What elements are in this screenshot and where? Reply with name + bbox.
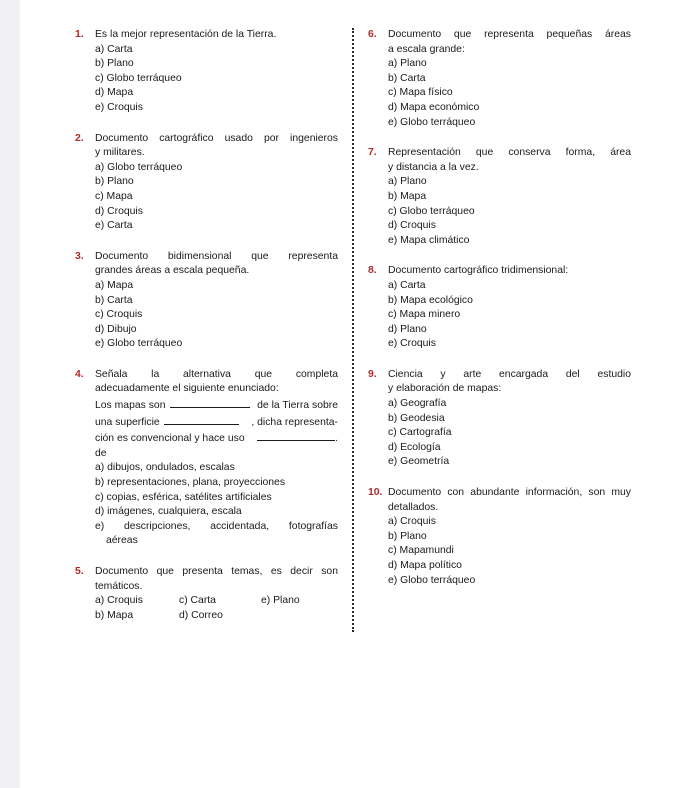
- option-e[interactable]: e) Geometría: [388, 456, 450, 468]
- option-c[interactable]: c) Croquis: [95, 309, 143, 321]
- option-a[interactable]: a) Geografía: [388, 398, 447, 410]
- page-margin-strip: [0, 0, 20, 788]
- question-5: [75, 565, 338, 623]
- option-b[interactable]: b) Plano: [95, 58, 134, 70]
- question-text: Señala la alternativa que completa: [95, 368, 338, 380]
- question-text: Documento con abundante información, son muy: [388, 487, 631, 499]
- question-number: 8.: [368, 265, 377, 277]
- option-e[interactable]: e) Carta: [95, 220, 133, 232]
- question-text: Documento bidimensional que representa: [95, 250, 338, 262]
- option-a[interactable]: a) dibujos, ondulados, escalas: [95, 462, 235, 474]
- option-c[interactable]: c) Carta: [179, 595, 216, 607]
- question-text-continued: y distancia a la vez.: [388, 161, 479, 173]
- option-b[interactable]: b) Carta: [95, 294, 133, 306]
- question-text: Documento cartográfico usado por ingenieros: [95, 132, 338, 144]
- option-c[interactable]: c) Mapa minero: [388, 309, 461, 321]
- option-b[interactable]: b) Plano: [95, 176, 134, 188]
- option-d[interactable]: d) imágenes, cualquiera, escala: [95, 506, 242, 518]
- option-e-continued: aéreas: [106, 535, 138, 547]
- question-9: [368, 368, 631, 470]
- column-divider: [352, 28, 354, 632]
- option-b[interactable]: b) Geodesia: [388, 412, 445, 424]
- question-text-continued: y militares.: [95, 147, 145, 159]
- option-d[interactable]: d) Plano: [388, 323, 427, 335]
- question-8: [368, 264, 631, 352]
- question-text-continued: grandes áreas a escala pequeña.: [95, 265, 250, 277]
- option-a[interactable]: a) Plano: [388, 58, 427, 70]
- question-number: 7.: [368, 147, 377, 159]
- right-column: [368, 28, 631, 588]
- option-b[interactable]: b) representaciones, plana, proyecciones: [95, 477, 286, 489]
- question-text-continued: y elaboración de mapas:: [388, 383, 502, 395]
- question-text: Documento cartográfico tridimensional:: [388, 265, 569, 277]
- blank-3[interactable]: [257, 430, 335, 441]
- question-text: Documento que representa pequeñas áreas: [388, 29, 631, 40]
- option-e[interactable]: e) Plano: [261, 595, 300, 607]
- question-number: 1.: [75, 29, 84, 40]
- option-b[interactable]: b) Mapa ecológico: [388, 294, 473, 306]
- option-c[interactable]: c) Mapa: [95, 190, 133, 202]
- statement-line-3: [75, 430, 338, 461]
- question-number: 3.: [75, 250, 84, 262]
- question-6: [368, 28, 631, 130]
- option-c[interactable]: c) Globo terráqueo: [95, 72, 182, 84]
- statement-text: .: [335, 433, 338, 445]
- statement-text: una superficie: [95, 416, 160, 428]
- question-2: [75, 132, 338, 234]
- question-number: 9.: [368, 368, 377, 380]
- blank-1[interactable]: [170, 397, 250, 408]
- question-text: Documento que presenta temas, es decir son: [95, 566, 338, 577]
- option-e[interactable]: e) Croquis: [388, 338, 436, 350]
- question-10: [368, 486, 631, 588]
- option-d[interactable]: d) Mapa político: [388, 560, 462, 571]
- statement-text: de la Tierra sobre: [257, 400, 338, 412]
- question-1: [75, 28, 338, 116]
- blank-2[interactable]: [164, 414, 239, 425]
- statement-text: Los mapas son: [95, 400, 166, 412]
- question-number: 2.: [75, 132, 84, 144]
- option-d[interactable]: d) Croquis: [388, 220, 436, 232]
- statement-line-1: [75, 397, 338, 414]
- question-text: Ciencia y arte encargada del estudio: [388, 368, 631, 380]
- option-d[interactable]: d) Ecología: [388, 441, 441, 453]
- option-a[interactable]: a) Croquis: [388, 516, 436, 528]
- option-a[interactable]: a) Globo terráqueo: [95, 161, 183, 173]
- option-b[interactable]: b) Plano: [388, 530, 427, 542]
- option-e[interactable]: e) Globo terráqueo: [95, 338, 183, 350]
- option-c[interactable]: c) Cartografía: [388, 427, 452, 439]
- statement-line-2: [75, 414, 338, 431]
- question-text-continued: a escala grande:: [388, 43, 465, 55]
- question-7: [368, 146, 631, 248]
- left-column: [75, 28, 338, 623]
- option-d[interactable]: d) Correo: [179, 609, 223, 621]
- question-text-continued: temáticos.: [95, 580, 143, 592]
- option-c[interactable]: c) Globo terráqueo: [388, 205, 475, 217]
- question-number: 10.: [368, 487, 383, 499]
- option-c[interactable]: c) Mapamundi: [388, 545, 454, 557]
- option-e[interactable]: [75, 520, 338, 535]
- option-d[interactable]: d) Mapa económico: [388, 101, 480, 113]
- question-number: 5.: [75, 566, 84, 577]
- option-e-text: e) descripciones, accidentada, fotografías: [95, 520, 338, 532]
- question-3: [75, 250, 338, 352]
- option-e[interactable]: e) Globo terráqueo: [388, 574, 476, 586]
- statement-text: , dicha representa-: [251, 416, 338, 428]
- option-a[interactable]: a) Plano: [388, 176, 427, 188]
- question-text: Es la mejor representación de la Tierra.: [95, 29, 277, 40]
- option-d[interactable]: d) Croquis: [95, 205, 143, 217]
- option-e[interactable]: e) Globo terráqueo: [388, 116, 476, 128]
- question-text-continued: adecuadamente el siguiente enunciado:: [95, 383, 279, 395]
- option-a[interactable]: a) Croquis: [95, 595, 143, 607]
- option-a[interactable]: a) Mapa: [95, 279, 134, 291]
- option-b[interactable]: b) Mapa: [95, 609, 134, 621]
- options-row-1: [75, 594, 338, 609]
- option-a[interactable]: a) Carta: [388, 279, 426, 291]
- option-b[interactable]: b) Mapa: [388, 190, 427, 202]
- option-c[interactable]: c) copias, esférica, satélites artificiales: [95, 491, 272, 503]
- option-d[interactable]: d) Dibujo: [95, 323, 137, 335]
- option-e[interactable]: e) Mapa climático: [388, 234, 470, 246]
- option-e[interactable]: e) Croquis: [95, 101, 143, 113]
- option-d[interactable]: d) Mapa: [95, 87, 134, 99]
- question-number: 6.: [368, 29, 377, 40]
- option-c[interactable]: c) Mapa físico: [388, 87, 453, 99]
- question-number: 4.: [75, 368, 84, 380]
- option-b[interactable]: b) Carta: [388, 72, 426, 84]
- options-row-2: [75, 609, 338, 624]
- question-text: Representación que conserva forma, área: [388, 147, 631, 159]
- statement-text: ción es convencional y hace uso de: [95, 433, 245, 459]
- question-text-continued: detallados.: [388, 501, 439, 513]
- option-a[interactable]: a) Carta: [95, 43, 133, 55]
- question-4: [75, 368, 338, 549]
